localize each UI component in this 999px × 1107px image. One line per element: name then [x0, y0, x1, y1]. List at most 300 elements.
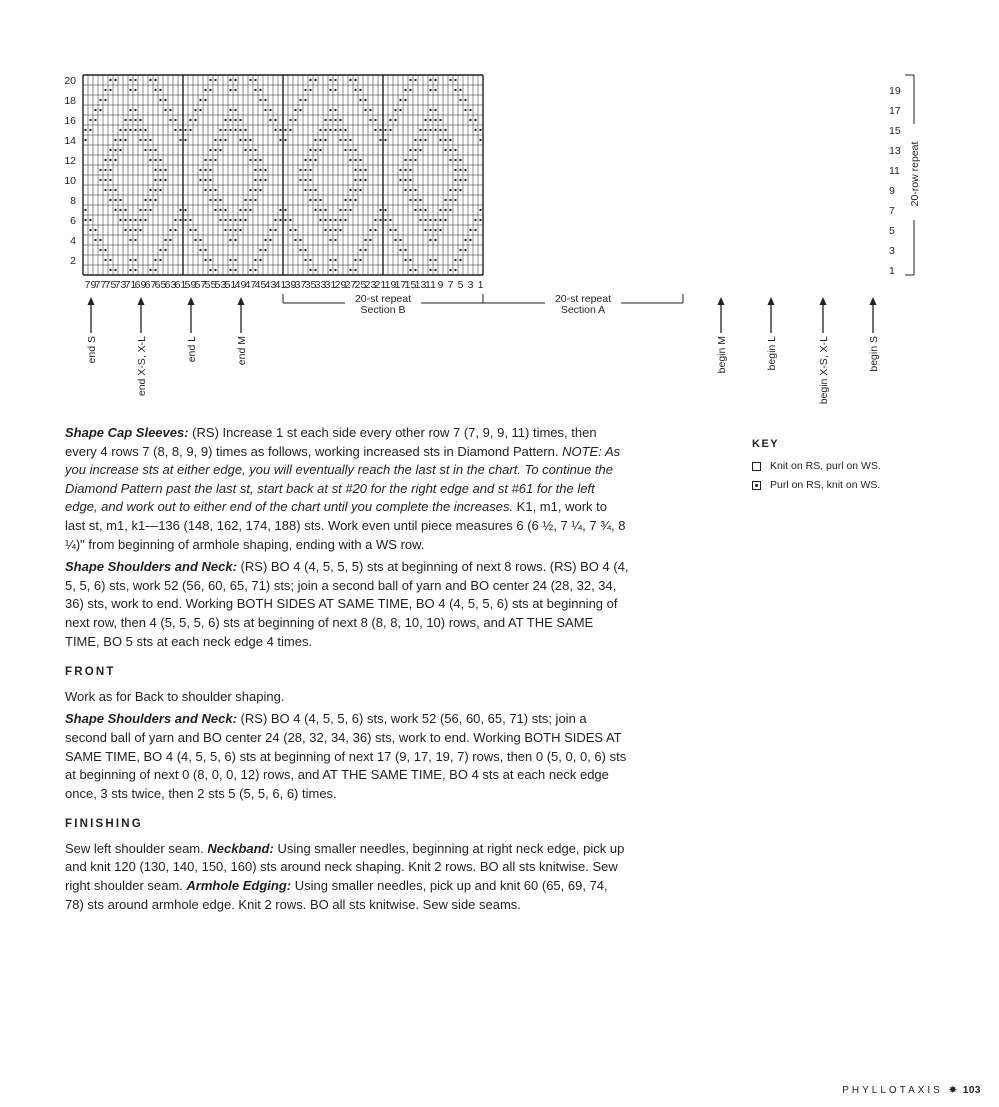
- purl-dot: [324, 129, 326, 131]
- purl-dot: [449, 139, 451, 141]
- stitch-label: 31: [324, 279, 337, 291]
- purl-dot: [389, 129, 391, 131]
- purl-dot: [409, 169, 411, 171]
- purl-dot: [109, 89, 111, 91]
- purl-dot: [134, 129, 136, 131]
- purl-dot: [149, 189, 151, 191]
- stitch-label: 61: [174, 279, 187, 291]
- row-label-left: 10: [64, 175, 76, 187]
- purl-dot: [114, 209, 116, 211]
- purl-dot: [464, 249, 466, 251]
- purl-dot: [209, 159, 211, 161]
- purl-dot: [119, 149, 121, 151]
- key-row-purl: [752, 479, 881, 491]
- purl-dot: [454, 89, 456, 91]
- purl-dot: [329, 229, 331, 231]
- purl-dot: [234, 229, 236, 231]
- stitch-label: 33: [314, 279, 327, 291]
- purl-dot: [409, 159, 411, 161]
- purl-dot: [254, 169, 256, 171]
- section-a-line1: 20-st repeat: [554, 293, 612, 305]
- stitch-label: 15: [404, 279, 417, 291]
- purl-dot: [169, 119, 171, 121]
- purl-dot: [349, 139, 351, 141]
- purl-dot: [154, 159, 156, 161]
- purl-dot: [239, 139, 241, 141]
- purl-dot: [354, 159, 356, 161]
- purl-dot: [444, 139, 446, 141]
- stitch-label: 71: [124, 279, 137, 291]
- purl-dot: [284, 139, 286, 141]
- purl-dot: [369, 119, 371, 121]
- purl-dot: [304, 169, 306, 171]
- purl-dot: [324, 219, 326, 221]
- page-number: 103: [962, 1085, 981, 1096]
- purl-dot: [334, 119, 336, 121]
- purl-dot: [459, 189, 461, 191]
- section-b-bracket: [283, 293, 483, 316]
- purl-dot: [134, 229, 136, 231]
- purl-dot: [329, 259, 331, 261]
- purl-dot: [429, 239, 431, 241]
- purl-dot: [154, 189, 156, 191]
- row-label-left: 6: [70, 215, 76, 227]
- purl-dot: [414, 159, 416, 161]
- purl-dot: [169, 229, 171, 231]
- stitch-label: 75: [104, 279, 117, 291]
- purl-dot: [474, 129, 476, 131]
- purl-dot: [109, 189, 111, 191]
- purl-dot: [304, 249, 306, 251]
- purl-dot: [339, 139, 341, 141]
- purl-dot: [399, 99, 401, 101]
- purl-dot: [424, 129, 426, 131]
- purl-dot: [394, 229, 396, 231]
- purl-dot: [199, 249, 201, 251]
- purl-dot: [224, 219, 226, 221]
- purl-dot: [299, 179, 301, 181]
- purl-dot: [254, 89, 256, 91]
- purl-dot: [364, 99, 366, 101]
- stitch-label: 9: [437, 279, 444, 291]
- purl-dot: [404, 259, 406, 261]
- purl-dot: [109, 79, 111, 81]
- key-row-knit: [752, 460, 881, 472]
- purl-dot: [309, 79, 311, 81]
- purl-dot: [289, 229, 291, 231]
- paragraph-sleeve-cap: [65, 424, 630, 554]
- front-heading: FRONT: [65, 666, 116, 679]
- purl-dot: [349, 189, 351, 191]
- purl-dot: [129, 89, 131, 91]
- purl-dot: [254, 199, 256, 201]
- purl-dot: [259, 259, 261, 261]
- purl-dot: [249, 159, 251, 161]
- purl-dot: [464, 109, 466, 111]
- purl-dot: [129, 259, 131, 261]
- purl-dot: [329, 239, 331, 241]
- purl-dot: [284, 209, 286, 211]
- text-run: (RS) BO 4 (4, 5, 5, 6) sts, work 52 (56, 60, 65, 71) sts; join a second ball of yarn and BO center 24 (28, 32, 34, 36) sts, work to end. Working BOTH SIDES AT SAME TIME, BO 4 (4, 5, 5, 6) sts at beginning of next 17 (9, 17, 19, 7) rows, then 0 (5, 0, 0, 6) sts at beginning of next 0 (8, 0, 0, 12) rows, and AT THE SAME TIME, BO 4 sts at each neck edge once, 3 sts twice, then 2 sts 5 (5, 5, 6, 6) times.: [65, 711, 627, 801]
- finishing-heading: FINISHING: [65, 818, 143, 831]
- purl-dot: [419, 139, 421, 141]
- chart-grid: [83, 75, 483, 275]
- purl-dot: [274, 129, 276, 131]
- purl-dot: [279, 129, 281, 131]
- purl-dot: [414, 269, 416, 271]
- purl-dot: [414, 199, 416, 201]
- purl-dot: [344, 139, 346, 141]
- purl-dot: [389, 119, 391, 121]
- purl-dot: [374, 119, 376, 121]
- purl-dot: [229, 79, 231, 81]
- purl-dot: [254, 179, 256, 181]
- purl-dot: [129, 229, 131, 231]
- purl-dot: [204, 259, 206, 261]
- purl-dot: [334, 129, 336, 131]
- purl-dot: [174, 129, 176, 131]
- stitch-label: 23: [364, 279, 377, 291]
- purl-dot: [119, 219, 121, 221]
- purl-dot: [224, 139, 226, 141]
- purl-dot: [164, 179, 166, 181]
- purl-dot: [264, 249, 266, 251]
- purl-dot: [149, 159, 151, 161]
- text-run: Shape Cap Sleeves:: [65, 425, 189, 440]
- purl-dot: [309, 179, 311, 181]
- purl-dot: [129, 79, 131, 81]
- purl-dot: [109, 149, 111, 151]
- purl-dot: [239, 129, 241, 131]
- purl-dot: [404, 249, 406, 251]
- purl-dot: [459, 89, 461, 91]
- purl-dot: [154, 179, 156, 181]
- purl-dot: [354, 189, 356, 191]
- purl-dot: [419, 209, 421, 211]
- purl-dot: [319, 139, 321, 141]
- purl-dot: [159, 99, 161, 101]
- purl-dot: [109, 199, 111, 201]
- purl-dot: [329, 119, 331, 121]
- purl-dot: [319, 129, 321, 131]
- stitch-label: 41: [274, 279, 287, 291]
- purl-dot: [154, 269, 156, 271]
- purl-dot: [354, 169, 356, 171]
- purl-dot: [434, 239, 436, 241]
- purl-dot: [139, 139, 141, 141]
- purl-dot: [289, 119, 291, 121]
- size-marker-label: begin S: [868, 336, 880, 372]
- purl-dot: [84, 129, 86, 131]
- purl-dot: [249, 79, 251, 81]
- purl-dot: [199, 239, 201, 241]
- purl-dot: [359, 189, 361, 191]
- purl-dot: [119, 209, 121, 211]
- purl-dot: [199, 109, 201, 111]
- purl-dot: [209, 169, 211, 171]
- purl-dot: [444, 219, 446, 221]
- purl-dot: [249, 139, 251, 141]
- purl-dot: [179, 209, 181, 211]
- size-marker-label: begin X-S, X-L: [818, 336, 830, 405]
- purl-dot: [209, 199, 211, 201]
- stitch-label: 73: [114, 279, 127, 291]
- purl-dot: [129, 109, 131, 111]
- purl-dot: [379, 139, 381, 141]
- purl-dot: [224, 229, 226, 231]
- purl-dot: [304, 89, 306, 91]
- purl-dot: [129, 119, 131, 121]
- purl-dot: [409, 149, 411, 151]
- purl-dot: [249, 149, 251, 151]
- purl-dot: [134, 269, 136, 271]
- purl-dot: [139, 119, 141, 121]
- purl-dot: [244, 139, 246, 141]
- purl-dot: [339, 119, 341, 121]
- section-a-bracket: [483, 293, 683, 316]
- purl-dot: [204, 169, 206, 171]
- purl-dot: [204, 179, 206, 181]
- purl-dot: [314, 149, 316, 151]
- purl-dot: [84, 139, 86, 141]
- purl-dot: [194, 239, 196, 241]
- stitch-label: 77: [94, 279, 107, 291]
- purl-dot: [264, 239, 266, 241]
- size-marker-label: begin L: [766, 336, 778, 371]
- purl-dot: [309, 259, 311, 261]
- text-run: Sew left shoulder seam.: [65, 840, 208, 856]
- row-label-right: 7: [889, 205, 895, 217]
- purl-dot: [214, 149, 216, 151]
- purl-dot: [389, 219, 391, 221]
- page-footer: [842, 1085, 981, 1096]
- purl-dot: [189, 119, 191, 121]
- purl-dot: [84, 219, 86, 221]
- purl-dot: [344, 209, 346, 211]
- instructions: [65, 424, 630, 918]
- purl-dot: [454, 79, 456, 81]
- purl-dot: [309, 89, 311, 91]
- purl-dot: [349, 79, 351, 81]
- text-run: K1, m1, work to last st, m1, k1—136 (148, 162, 174, 188) sts. Work even until piece measures 6 (6 ½, 7 ¼, 7 ¾, 8 ¼)" from beginning of armhole shaping, ending with a WS row.: [65, 499, 626, 552]
- purl-dot: [469, 229, 471, 231]
- row-label-right: 5: [889, 225, 895, 237]
- purl-dot: [304, 179, 306, 181]
- purl-dot: [454, 159, 456, 161]
- purl-dot: [124, 139, 126, 141]
- purl-dot: [209, 259, 211, 261]
- purl-dot: [94, 109, 96, 111]
- text-run: Shape Shoulders and Neck:: [65, 559, 237, 575]
- purl-dot: [339, 229, 341, 231]
- purl-dot: [464, 169, 466, 171]
- purl-dot: [339, 219, 341, 221]
- purl-dot: [104, 259, 106, 261]
- purl-dot: [434, 79, 436, 81]
- purl-dot: [419, 129, 421, 131]
- purl-dot: [409, 269, 411, 271]
- purl-dot: [134, 79, 136, 81]
- purl-dot: [454, 179, 456, 181]
- purl-dot: [334, 239, 336, 241]
- purl-dot: [179, 139, 181, 141]
- purl-dot: [454, 259, 456, 261]
- purl-dot: [119, 139, 121, 141]
- purl-dot: [384, 139, 386, 141]
- purl-dot: [449, 159, 451, 161]
- purl-dot: [454, 149, 456, 151]
- stitch-label: 27: [344, 279, 357, 291]
- purl-dot: [359, 179, 361, 181]
- purl-dot: [404, 179, 406, 181]
- purl-dot: [314, 159, 316, 161]
- stitch-label: 79: [84, 279, 97, 291]
- purl-dot: [449, 269, 451, 271]
- purl-dot: [464, 179, 466, 181]
- purl-dot: [209, 189, 211, 191]
- purl-dot: [164, 249, 166, 251]
- arrow-up-icon: [138, 297, 145, 305]
- purl-dot: [254, 149, 256, 151]
- purl-dot: [174, 229, 176, 231]
- purl-dot: [234, 269, 236, 271]
- footer-title: PHYLLOTAXIS: [842, 1085, 943, 1096]
- key-purl-label: Purl on RS, knit on WS.: [770, 479, 881, 491]
- purl-dot: [104, 89, 106, 91]
- purl-dot: [399, 249, 401, 251]
- purl-dot: [254, 79, 256, 81]
- purl-dot: [334, 229, 336, 231]
- purl-dot: [274, 219, 276, 221]
- purl-dot: [154, 89, 156, 91]
- purl-dot: [104, 99, 106, 101]
- stitch-label: 13: [414, 279, 427, 291]
- purl-dot: [369, 109, 371, 111]
- purl-dot: [249, 189, 251, 191]
- row-label-left: 18: [64, 95, 76, 107]
- purl-dot: [169, 239, 171, 241]
- purl-dot: [334, 269, 336, 271]
- purl-dot: [334, 219, 336, 221]
- stitch-label: 25: [354, 279, 367, 291]
- purl-dot: [409, 89, 411, 91]
- purl-dot: [229, 259, 231, 261]
- purl-dot: [429, 109, 431, 111]
- purl-dot: [314, 189, 316, 191]
- purl-dot: [204, 89, 206, 91]
- purl-dot: [459, 169, 461, 171]
- purl-dot: [234, 89, 236, 91]
- purl-dot: [144, 219, 146, 221]
- purl-dot: [364, 169, 366, 171]
- purl-dot: [314, 139, 316, 141]
- purl-dot: [384, 219, 386, 221]
- purl-dot: [129, 219, 131, 221]
- purl-dot: [399, 179, 401, 181]
- purl-dot: [419, 219, 421, 221]
- purl-dot: [359, 89, 361, 91]
- purl-dot: [134, 109, 136, 111]
- purl-dot: [94, 229, 96, 231]
- purl-dot: [139, 129, 141, 131]
- purl-dot: [109, 269, 111, 271]
- size-marker-label: end M: [236, 336, 248, 366]
- purl-dot: [374, 219, 376, 221]
- purl-dot: [164, 239, 166, 241]
- purl-dot: [249, 199, 251, 201]
- purl-dot: [214, 189, 216, 191]
- purl-dot: [124, 129, 126, 131]
- stitch-label: 17: [394, 279, 407, 291]
- purl-dot: [424, 209, 426, 211]
- purl-dot: [224, 119, 226, 121]
- purl-dot: [349, 269, 351, 271]
- key-title: KEY: [752, 438, 780, 450]
- purl-dot: [409, 189, 411, 191]
- purl-dot: [239, 209, 241, 211]
- purl-dot: [464, 99, 466, 101]
- purl-dot: [244, 209, 246, 211]
- purl-dot: [284, 219, 286, 221]
- purl-dot: [229, 269, 231, 271]
- row-label-right: 13: [889, 145, 901, 157]
- purl-dot: [334, 79, 336, 81]
- purl-dot: [104, 169, 106, 171]
- purl-dot: [254, 159, 256, 161]
- row-label-right: 15: [889, 125, 901, 137]
- purl-dot: [309, 189, 311, 191]
- purl-dot: [144, 209, 146, 211]
- purl-dot: [189, 129, 191, 131]
- purl-dot: [249, 209, 251, 211]
- purl-dot: [154, 169, 156, 171]
- purl-dot: [214, 139, 216, 141]
- stitch-label: 57: [194, 279, 207, 291]
- text-run: Work as for Back to shoulder shaping.: [65, 688, 285, 704]
- purl-dot: [294, 239, 296, 241]
- stitch-label: 53: [214, 279, 227, 291]
- purl-dot: [309, 199, 311, 201]
- purl-dot: [119, 199, 121, 201]
- purl-dot: [209, 269, 211, 271]
- purl-dot: [114, 159, 116, 161]
- purl-dot: [389, 229, 391, 231]
- purl-dot: [234, 119, 236, 121]
- purl-dot: [109, 159, 111, 161]
- purl-dot: [309, 159, 311, 161]
- stitch-label: 49: [234, 279, 247, 291]
- purl-dot: [239, 229, 241, 231]
- size-marker-label: end S: [86, 336, 98, 364]
- purl-dot: [319, 149, 321, 151]
- purl-dot: [224, 129, 226, 131]
- purl-dot: [114, 199, 116, 201]
- purl-dot: [274, 119, 276, 121]
- purl-dot: [234, 129, 236, 131]
- purl-dot: [144, 149, 146, 151]
- row-label-right: 9: [889, 185, 895, 197]
- purl-dot: [454, 199, 456, 201]
- purl-dot: [319, 209, 321, 211]
- purl-dot: [159, 89, 161, 91]
- purl-dot: [289, 219, 291, 221]
- purl-dot: [234, 259, 236, 261]
- purl-dot: [124, 229, 126, 231]
- purl-dot: [199, 99, 201, 101]
- purl-dot: [414, 149, 416, 151]
- purl-dot: [459, 179, 461, 181]
- purl-dot: [414, 209, 416, 211]
